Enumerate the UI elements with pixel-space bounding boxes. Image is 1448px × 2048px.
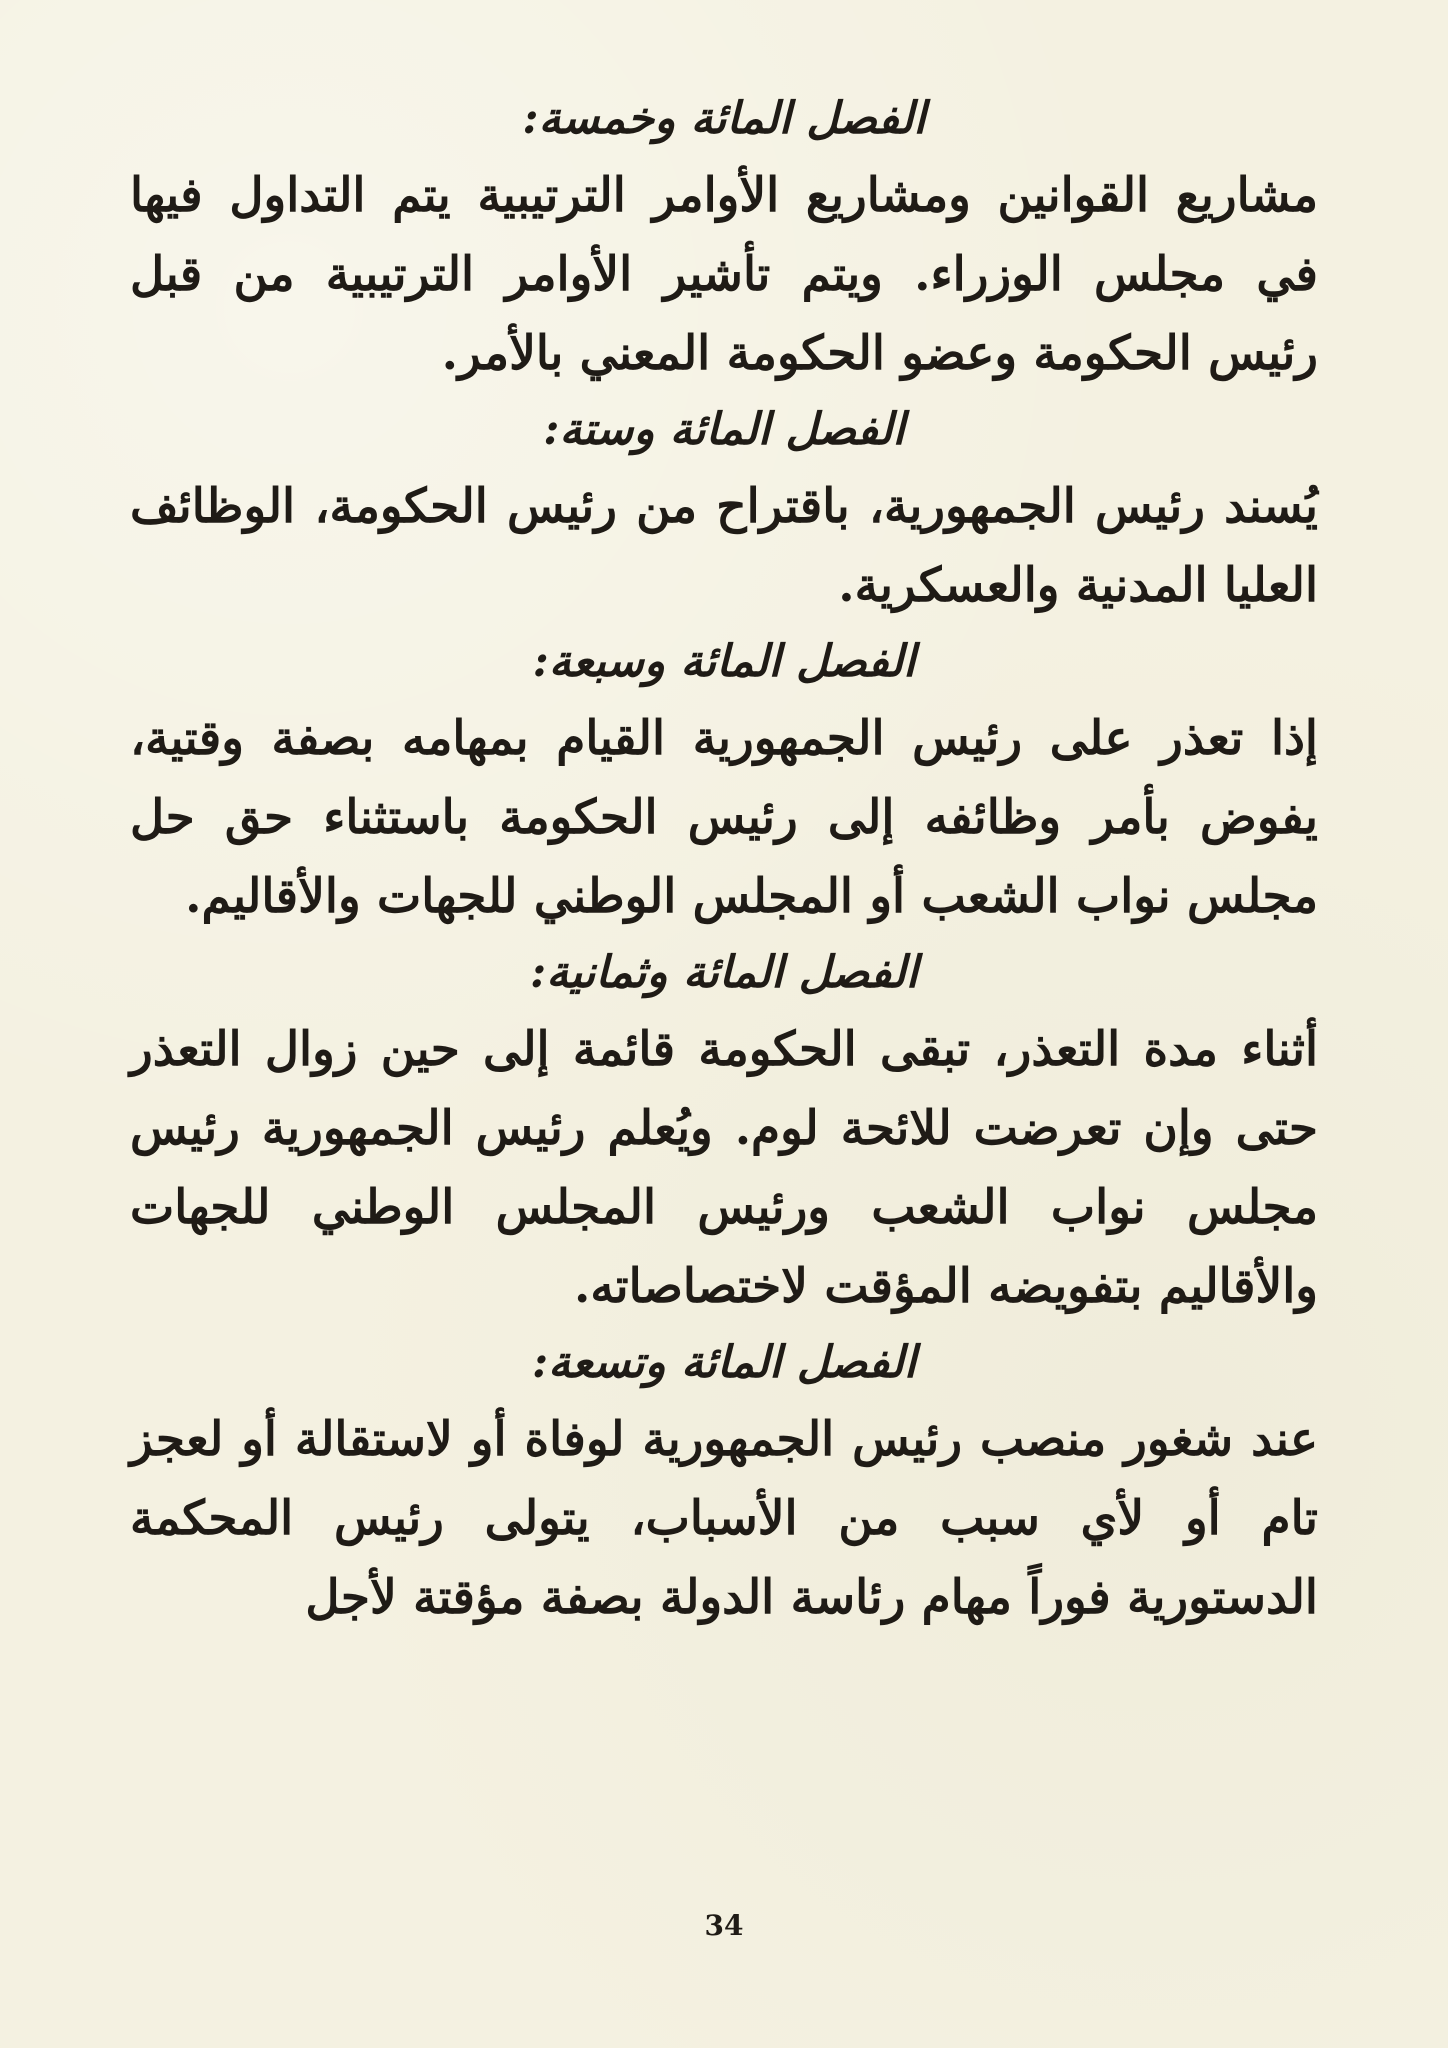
article-108 [130, 942, 1318, 1326]
article-body: إذا تعذر على رئيس الجمهورية القيام بمهامه بصفة وقتية، يفوض بأمر وظائفه إلى رئيس الحكومة باستثناء حق حل مجلس نواب الشعب أو المجلس الوطني للجهات والأقاليم. [130, 711, 1318, 924]
article-heading: الفصل المائة وسبعة: [532, 636, 916, 687]
article-heading: الفصل المائة وستة: [543, 404, 905, 455]
article-107 [130, 631, 1318, 936]
article-heading: الفصل المائة وتسعة: [531, 1337, 917, 1388]
document-content [130, 88, 1318, 1637]
article-heading: الفصل المائة وخمسة: [522, 93, 926, 144]
article-body: أثناء مدة التعذر، تبقى الحكومة قائمة إلى حين زوال التعذر حتى وإن تعرضت للائحة لوم. ويُعلم رئيس الجمهورية رئيس مجلس نواب الشعب ورئيس المجلس الوطني للجهات والأقاليم بتفويضه المؤقت لاختصاصاته. [130, 1022, 1318, 1314]
article-body: عند شغور منصب رئيس الجمهورية لوفاة أو لاستقالة أو لعجز تام أو لأي سبب من الأسباب، يتولى رئيس المحكمة الدستورية فوراً مهام رئاسة الدولة بصفة مؤقتة لأجل [130, 1412, 1318, 1625]
article-body: يُسند رئيس الجمهورية، باقتراح من رئيس الحكومة، الوظائف العليا المدنية والعسكرية. [130, 479, 1318, 613]
page-number: 34 [704, 1909, 744, 1942]
article-body: مشاريع القوانين ومشاريع الأوامر الترتيبية يتم التداول فيها في مجلس الوزراء. ويتم تأشير الأوامر الترتيبية من قبل رئيس الحكومة وعضو الحكومة المعني بالأمر. [130, 168, 1318, 381]
article-109 [130, 1332, 1318, 1637]
article-heading: الفصل المائة وثمانية: [529, 947, 918, 998]
article-105 [130, 88, 1318, 393]
article-106 [130, 399, 1318, 625]
